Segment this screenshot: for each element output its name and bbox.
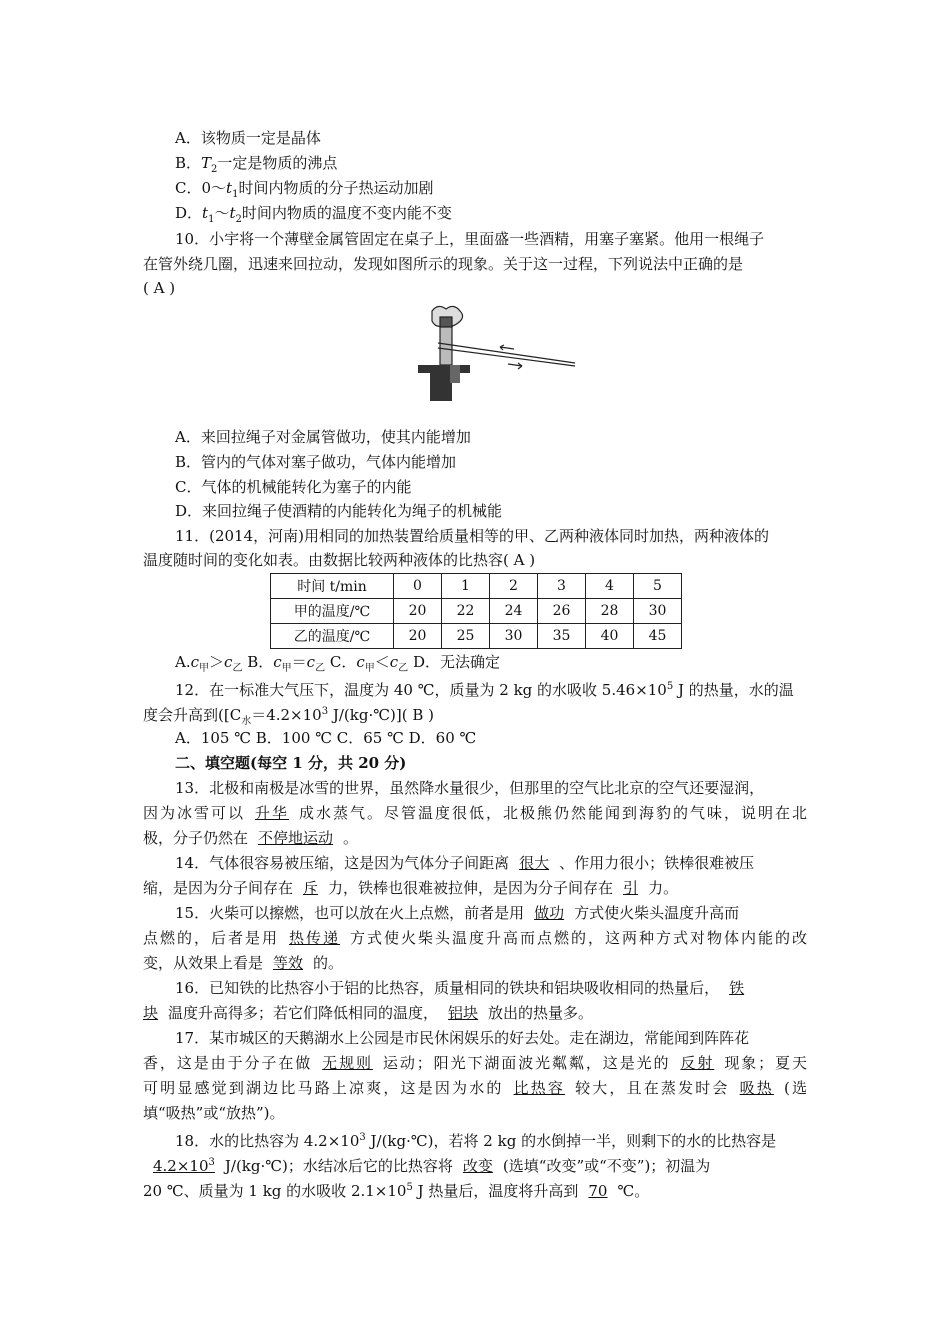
q10-option-c: C．气体的机械能转化为塞子的内能 (175, 478, 412, 496)
q17-line4: 填“吸热”或“放热”)。 (143, 1104, 285, 1122)
answer-blank: 无规则 (322, 1054, 373, 1072)
table-cell: 28 (586, 599, 634, 624)
q11-options: $A.c_甲>c_乙$ B．$c_甲=c_乙$ C．$c_甲<c_乙$ D．无法确定 (175, 653, 500, 674)
table-cell: 40 (586, 624, 634, 649)
q17-line2: 香，这是由于分子在做 无规则 运动；阳光下湖面波光粼粼，这是光的 反射 现象；夏天 (143, 1054, 807, 1072)
table-cell: 5 (634, 574, 682, 599)
table-cell: 1 (442, 574, 490, 599)
table-cell: 20 (394, 599, 442, 624)
q10-line2: 在管外绕几圈，迅速来回拉动，发现如图所示的现象。关于这一过程，下列说法中正确的是 (143, 255, 744, 273)
q12-line2: 度会升高到([$C_水=4.2\times 10^3$ J/(kg·℃)]( B ) (143, 706, 434, 727)
answer-blank: 反射 (680, 1054, 715, 1072)
q9-option-c: C．$0\sim t_1$时间内物质的分子热运动加剧 (175, 179, 434, 200)
answer-blank: 引 (623, 879, 639, 897)
q17-line3: 可明显感觉到湖边比马路上凉爽，这是因为水的 比热容 较大，且在蒸发时会 吸热 (选 (143, 1079, 807, 1097)
table-row (271, 624, 682, 649)
q16-line2: 块 温度升高得多；若它们降低相同的温度， 铝块 放出的热量多。 (143, 1004, 594, 1022)
table-row-label: 乙的温度/℃ (271, 624, 394, 649)
table-header-label: 时间 t/min (271, 574, 394, 599)
q14-line1: 14．气体很容易被压缩，这是因为气体分子间距离 很大 、作用力很小；铁棒很难被压 (175, 854, 755, 872)
table-row-label: 甲的温度/℃ (271, 599, 394, 624)
answer-blank: 做功 (534, 904, 565, 922)
q15-line2: 点燃的，后者是用 热传递 方式使火柴头温度升高而点燃的，这两种方式对物体内能的改 (143, 929, 807, 947)
q12-line1: 12．在一标准大气压下，温度为 40 ℃，质量为 2 kg 的水吸收 $5.46\times 10^5$ J 的热量，水的温 (175, 681, 794, 699)
q18-line3: 20 ℃、质量为 1 kg 的水吸收 $2.1\times 10^5$ J 热量后，温度将升高到 70 ℃。 (143, 1182, 650, 1200)
answer-blank: 吸热 (739, 1079, 774, 1097)
table-cell: 2 (490, 574, 538, 599)
table-cell: 24 (490, 599, 538, 624)
table-cell: 0 (394, 574, 442, 599)
q9-option-a: A．该物质一定是晶体 (175, 129, 321, 147)
q10-option-d: D．来回拉绳子使酒精的内能转化为绳子的机械能 (175, 502, 503, 520)
q9-option-d: D．$t_1\sim t_2$时间内物质的温度不变内能不变 (175, 204, 452, 225)
answer-blank: 铁 (729, 979, 745, 997)
table-cell: 45 (634, 624, 682, 649)
table-cell: 22 (442, 599, 490, 624)
table-cell: 30 (490, 624, 538, 649)
q10-line1: 10．小宇将一个薄壁金属管固定在桌子上，里面盛一些酒精，用塞子塞紧。他用一根绳子 (175, 230, 765, 248)
q16-line1: 16．已知铁的比热容小于铝的比热容，质量相同的铁块和铝块吸收相同的热量后， 铁 (175, 977, 754, 999)
answer-blank: 铝块 (448, 1004, 479, 1022)
q10-option-b: B．管内的气体对塞子做功，气体内能增加 (175, 453, 457, 471)
table-cell: 26 (538, 599, 586, 624)
temperature-table (270, 573, 682, 649)
q15-line3: 变，从效果上看是 等效 的。 (143, 954, 344, 972)
answer-blank: 等效 (273, 954, 304, 972)
q11-line1: 11．(2014，河南)用相同的加热装置给质量相等的甲、乙两种液体同时加热，两种液体的 (175, 527, 769, 545)
answer-blank: 改变 (462, 1157, 493, 1175)
answer-blank: 不停地运动 (258, 829, 334, 847)
table-row (271, 574, 682, 599)
q9-option-b: B．$T_2$一定是物质的沸点 (175, 154, 338, 175)
q10-answer: ( A ) (143, 279, 176, 297)
answer-blank: 块 (143, 1004, 159, 1022)
q14-line2: 缩，是因为分子间存在 斥 力，铁棒也很难被拉伸，是因为分子间存在 引 力。 (143, 879, 679, 897)
answer-blank: 热传递 (289, 929, 340, 947)
table-cell: 25 (442, 624, 490, 649)
answer-blank: 很大 (519, 854, 550, 872)
answer-blank: 斥 (303, 879, 319, 897)
section-heading: 二、填空题(每空 1 分，共 20 分) (175, 754, 407, 772)
q15-line1: 15．火柴可以擦燃，也可以放在火上点燃，前者是用 做功 方式使火柴头温度升高而 (175, 904, 740, 922)
table-cell: 4 (586, 574, 634, 599)
q18-line2: $4.2\times 10^3$ J/(kg·℃)；水结冰后它的比热容将 改变 (选填“改变”或“不变”)；初温为 (143, 1152, 807, 1177)
table-cell: 20 (394, 624, 442, 649)
q13-line1: 13．北极和南极是冰雪的世界，虽然降水量很少，但那里的空气比北京的空气还要湿润， (175, 779, 765, 797)
q10-option-a: A．来回拉绳子对金属管做功，使其内能增加 (175, 428, 471, 446)
q12-options: A．105 ℃ B．100 ℃ C．65 ℃ D．60 ℃ (175, 729, 477, 747)
q17-line1: 17．某市城区的天鹅湖水上公园是市民休闲娱乐的好去处。走在湖边，常能闻到阵阵花 (175, 1029, 750, 1047)
q18-line1: 18．水的比热容为 $4.2\times 10^3$ J/(kg·℃)，若将 2 kg 的水倒掉一半，则剩下的水的比热容是 (175, 1132, 777, 1150)
q11-line2: 温度随时间的变化如表。由数据比较两种液体的比热容( A ) (143, 551, 536, 569)
q13-line3: 极，分子仍然在 不停地运动 。 (143, 829, 359, 847)
answer-blank: 70 (588, 1182, 608, 1200)
table-cell: 3 (538, 574, 586, 599)
table-cell: 35 (538, 624, 586, 649)
metal-tube-rope-figure (410, 303, 580, 408)
table-row (271, 599, 682, 624)
q13-line2: 因为冰雪可以 升华 成水蒸气。尽管温度很低，北极熊仍然能闻到海豹的气味，说明在北 (143, 804, 807, 822)
table-cell: 30 (634, 599, 682, 624)
answer-blank: 升华 (255, 804, 289, 822)
answer-blank: 比热容 (513, 1079, 566, 1097)
answer-blank: $4.2\times 10^3$ (153, 1157, 215, 1175)
